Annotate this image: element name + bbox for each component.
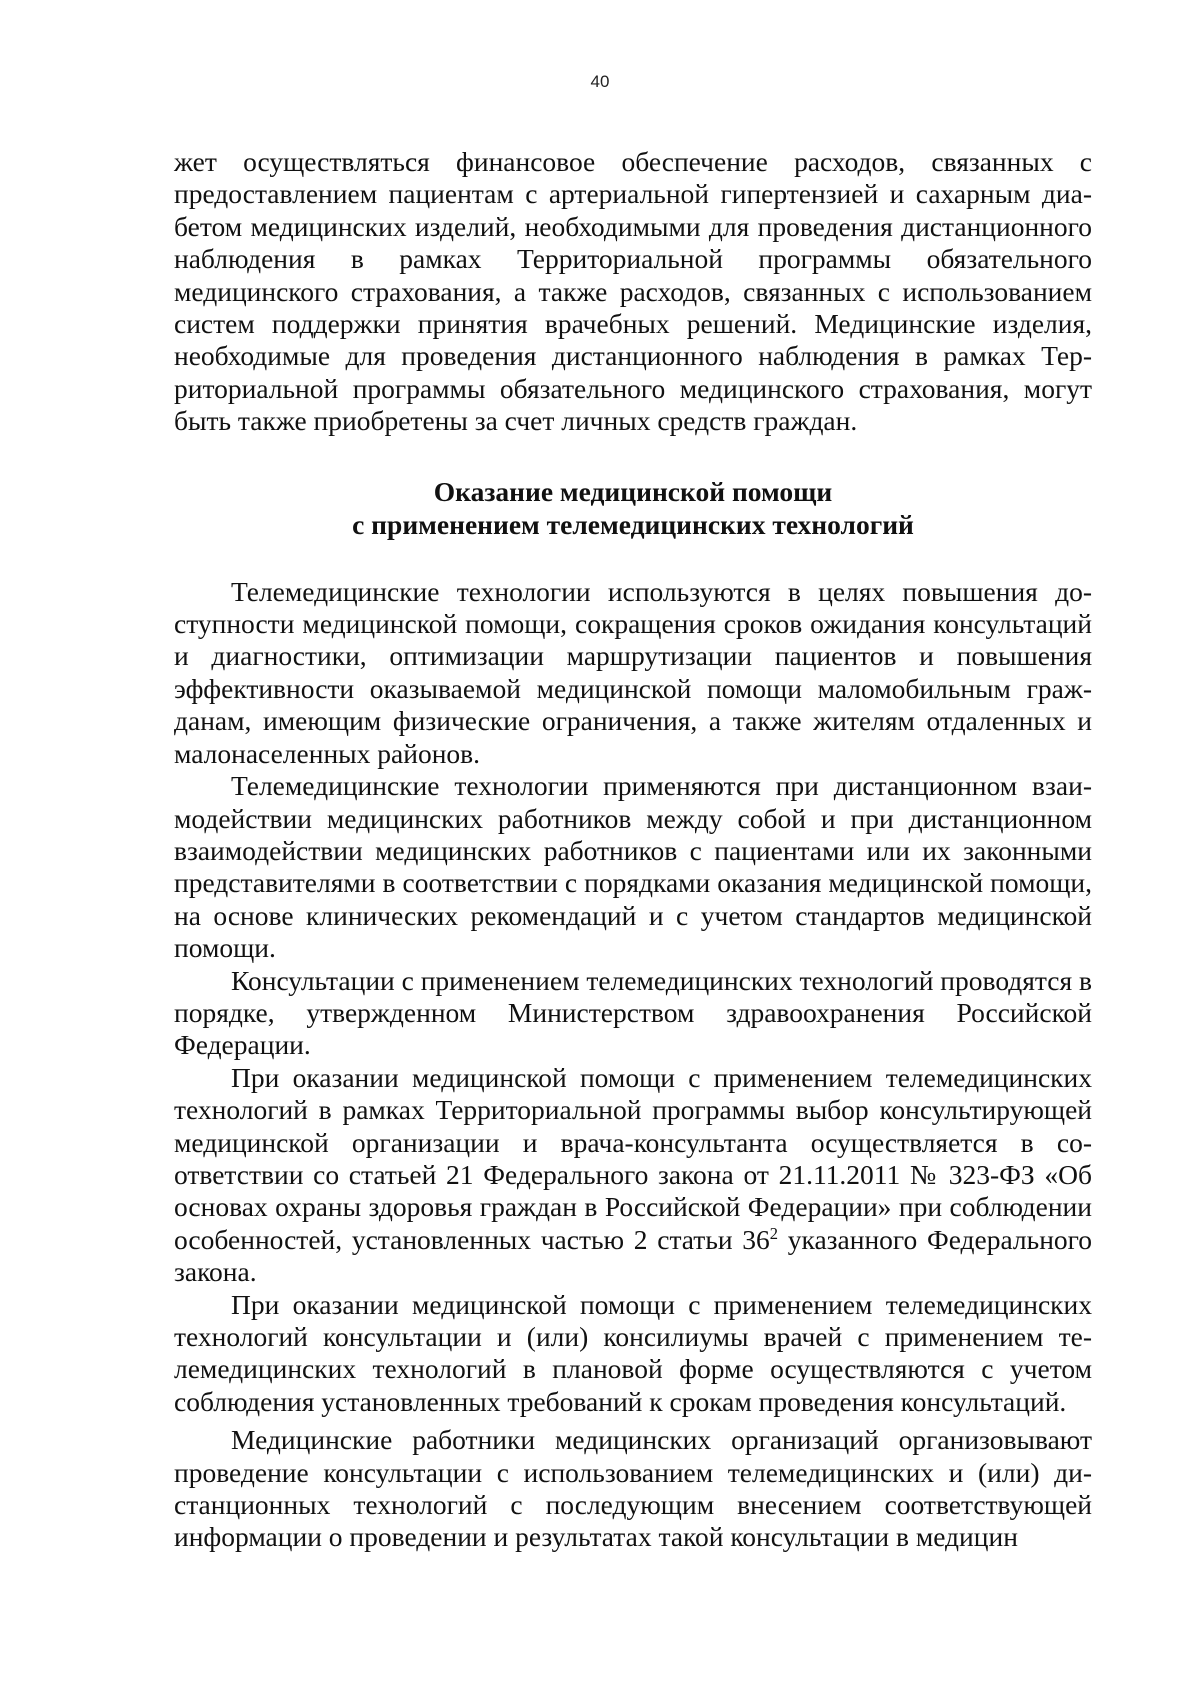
paragraph-consultant-choice [174, 1062, 1092, 1289]
footnote-superscript: 2 [769, 1223, 779, 1243]
paragraph-planned-consultations: При оказании медицинской помощи с применением телемедицинских технологий консультации и (или) консилиумы врачей с применением телемедицинских технологий в плановой форме осуществляются с учетом соблюдения установленных требований к срокам проведения консультаций. [174, 1288, 1092, 1417]
paragraph-consultation-procedure: Консультации с применением телемедицинских технологий проводятся в порядке, утвержденном Министерством здравоохранения Российской Федерации. [174, 964, 1092, 1061]
section-heading [174, 475, 1092, 541]
paragraph-consultant-choice-tail: указанного Федерального закона. [174, 1223, 1093, 1288]
paragraph-telemedicine-interaction: Телемедицинские технологии применяются при дистанционном взаимодействии медицинских работников между собой и при дистанционном взаимодействии медицинских работников с пациентами или их законными представителями в соответствии с порядками оказания медицинской помощи, на основе клинических рекомендаций и с учетом стандартов медицинской помощи. [174, 770, 1092, 964]
document-body [174, 146, 1092, 1554]
section-heading-line-1: Оказание медицинской помощи [433, 475, 833, 507]
paragraph-telemedicine-purpose: Телемедицинские технологии используются в целях повышения доступности медицинской помощи, сокращения сроков ожидания консультаций и диагностики, оптимизации маршрутизации пациентов и повышения эффективности оказываемой медицинской помощи маломобильным гражданам, имеющим физические ограничения, а также жителям отдаленных и малонаселенных районов. [174, 575, 1092, 769]
section-heading-line-2: с применением телемедицинских технологий [352, 508, 914, 540]
paragraph-consultant-choice-text: При оказании медицинской помощи с применением телемедицинских технологий в рамках Территориальной программы выбор консультирующей медицинской организации и врача-консультанта осуществляется в соответствии со статьей 21 Федерального закона от 21.11.2011 № 323-ФЗ «Об основах охраны здоровья граждан в Российской Федерации» при соблюдении особенностей, установленных частью 2 статьи 36 [174, 1061, 1092, 1255]
paragraph-consultation-records: Медицинские работники медицинских организаций организовывают проведение консультации с использованием телемедицинских и (или) дистанционных технологий с последующим внесением соответствующей информации о проведении и результатах такой консультации в медицин [174, 1424, 1092, 1553]
continued-paragraph: жет осуществляться финансовое обеспечение расходов, связанных с предоставлением пациентам с артериальной гипертензией и сахарным диабетом медицинских изделий, необходимыми для проведения дистанционного наблюдения в рамках Территориальной программы обязательного медицинского страхования, а также расходов, связанных с использованием систем поддержки принятия врачебных решений. Медицинские изделия, необходимые для проведения дистанционного наблюдения в рамках Территориальной программы обязательного медицинского страхования, могут быть также приобретены за счет личных средств граждан. [174, 146, 1092, 437]
page-number: 40 [590, 72, 610, 91]
